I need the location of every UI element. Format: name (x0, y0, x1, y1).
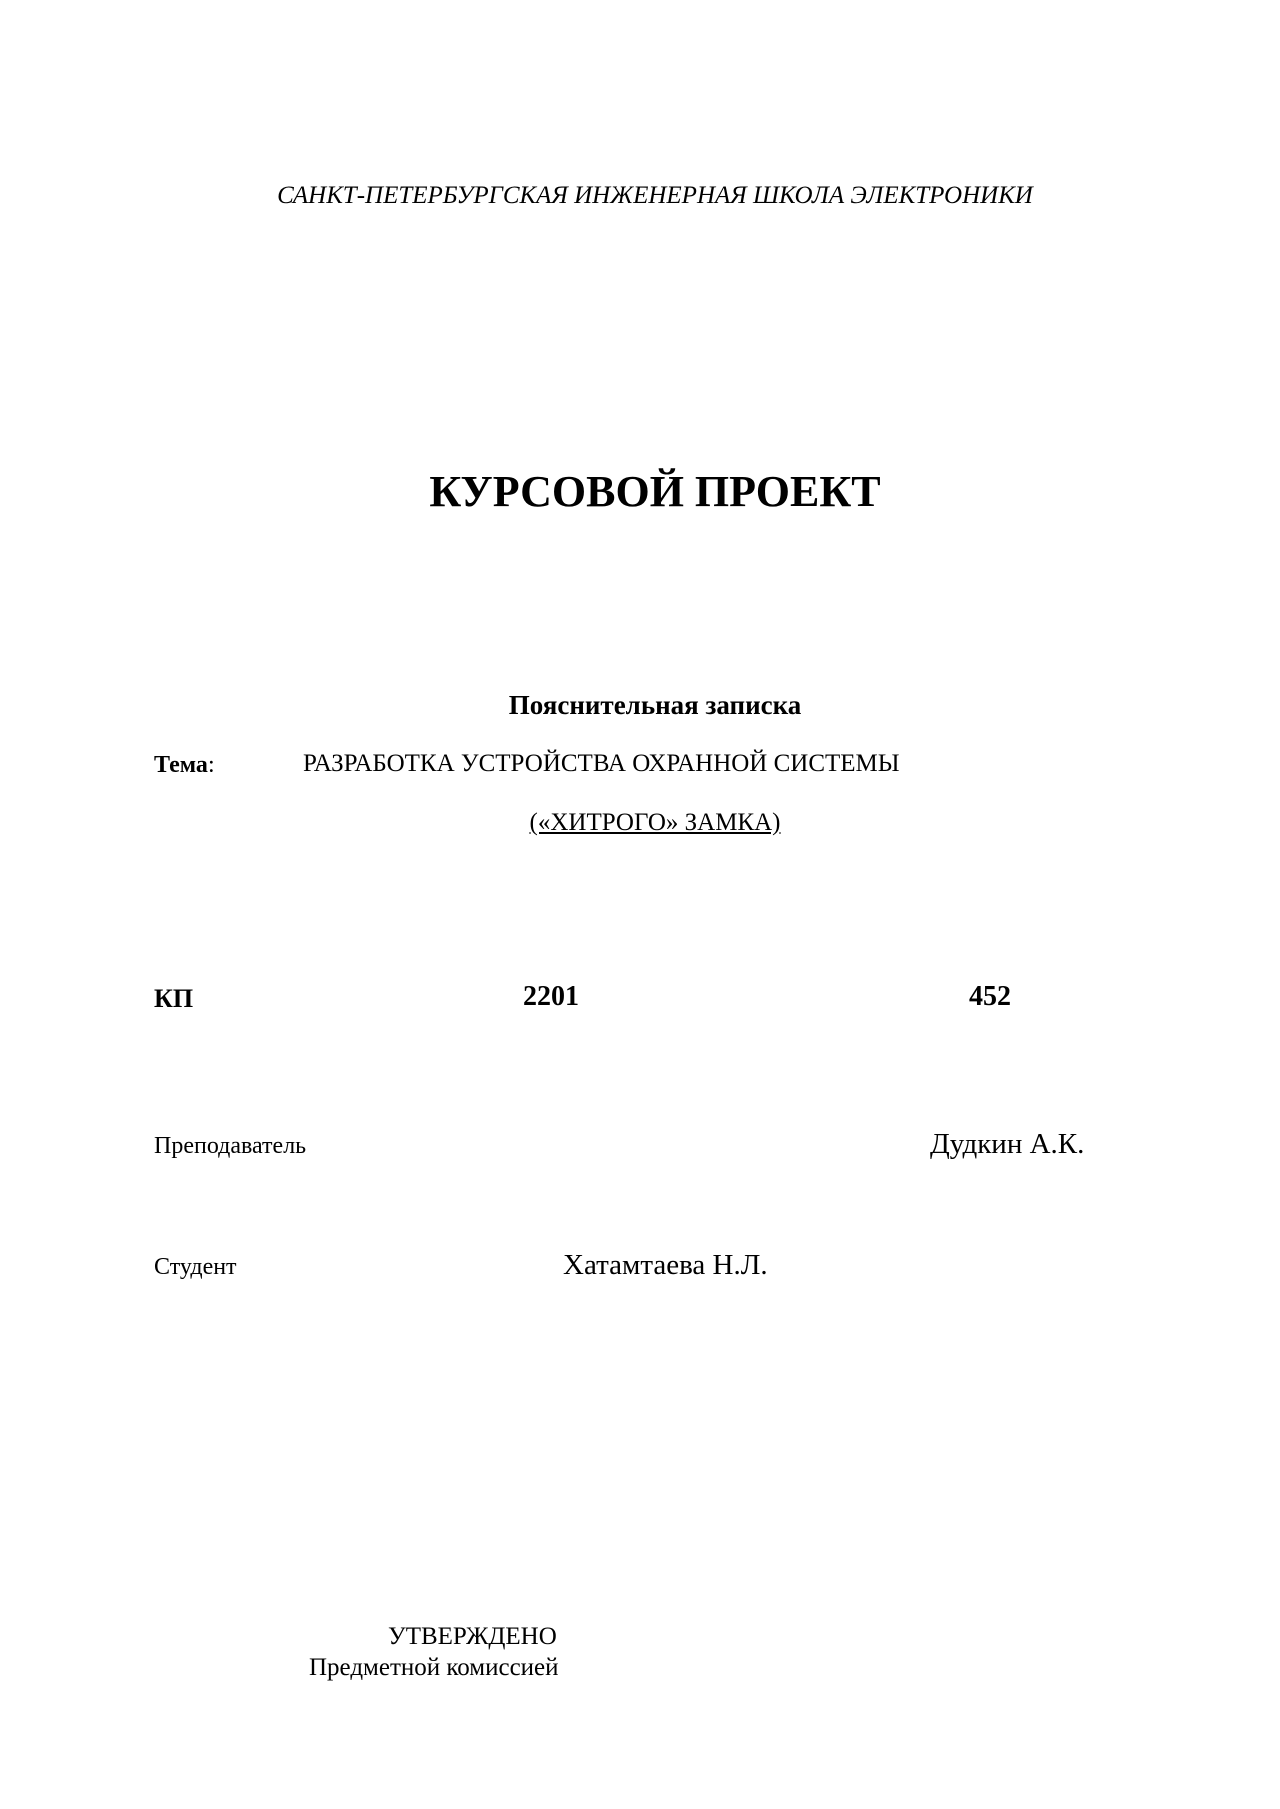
topic-label-text: Тема (154, 752, 208, 778)
project-code-suffix: 452 (969, 981, 1011, 1012)
approval-by: Предметной комиссией (309, 1654, 559, 1681)
student-name: Хатамтаева Н.Л. (563, 1249, 768, 1281)
document-title: КУРСОВОЙ ПРОЕКТ (429, 467, 881, 516)
topic-label-colon: : (207, 752, 215, 778)
student-label: Студент (154, 1254, 237, 1280)
document-subtitle: Пояснительная записка (508, 690, 802, 720)
approval-status: УТВЕРЖДЕНО (388, 1623, 557, 1650)
teacher-name: Дудкин А.К. (930, 1128, 1085, 1160)
topic-label (154, 752, 215, 779)
teacher-label: Преподаватель (154, 1133, 307, 1159)
project-code-number: 2201 (523, 981, 579, 1012)
project-code-prefix: КП (154, 984, 194, 1013)
topic-line-2: («ХИТРОГО» ЗАМКА) (529, 809, 781, 836)
institution-name: САНКТ-ПЕТЕРБУРГСКАЯ ИНЖЕНЕРНАЯ ШКОЛА ЭЛЕКТРОНИКИ (277, 182, 1033, 209)
topic-line-1: РАЗРАБОТКА УСТРОЙСТВА ОХРАННОЙ СИСТЕМЫ (303, 750, 900, 777)
